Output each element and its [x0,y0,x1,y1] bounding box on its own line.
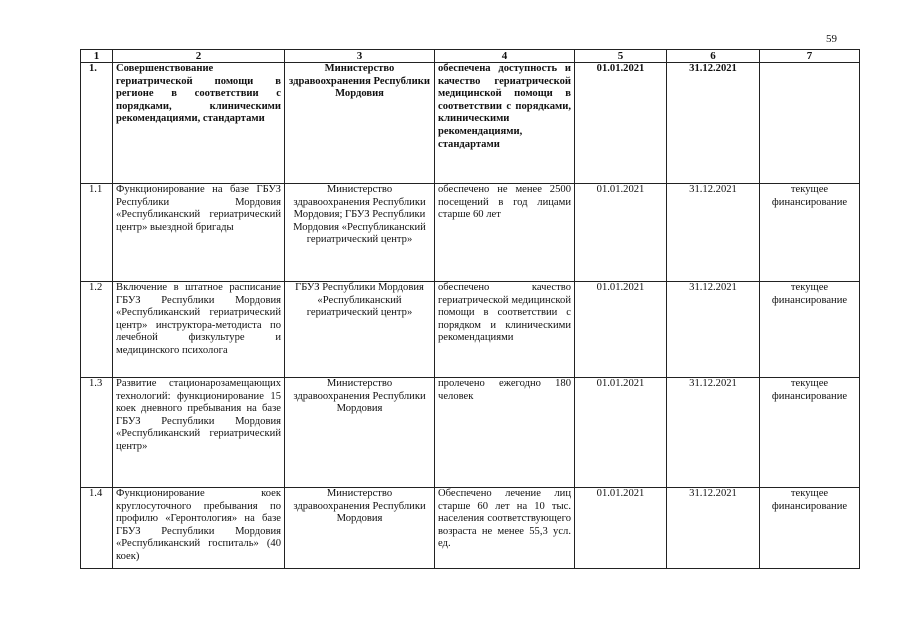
table-row [81,63,860,184]
result-cell: пролечено ежегодно 180 человек [435,378,575,488]
start-date-cell: 01.01.2021 [575,378,667,488]
column-header: 2 [113,50,285,63]
activity-cell: Функционирование на базе ГБУЗ Республики Мордовия «Республиканский гериатрический центр» выездной бригады [113,184,285,282]
table-row [81,378,860,488]
activity-cell: Совершенствование гериатрической помощи в регионе в соответствии с порядками, клиническими рекомендациями, стандартами [113,63,285,184]
end-date-cell: 31.12.2021 [667,184,760,282]
column-header: 7 [760,50,860,63]
executor-cell: Министерство здравоохранения Республики Мордовия; ГБУЗ Республики Мордовия «Республиканский гериатрический центр» [285,184,435,282]
table-row [81,282,860,378]
header-row [81,50,860,63]
start-date-cell: 01.01.2021 [575,184,667,282]
end-date-cell: 31.12.2021 [667,63,760,184]
end-date-cell: 31.12.2021 [667,378,760,488]
activity-cell: Функционирование коек круглосуточного пребывания по профилю «Геронтология» на базе ГБУЗ Республики Мордовия «Республиканский госпиталь» (40 коек) [113,488,285,569]
funding-cell [760,63,860,184]
activity-cell: Включение в штатное расписание ГБУЗ Республики Мордовия «Республиканский гериатрический центр» инструктора-методиста по лечебной физкультуре и медицинского психолога [113,282,285,378]
executor-cell: Министерство здравоохранения Республики Мордовия [285,488,435,569]
activity-cell: Развитие стационарозамещающих технологий: функционирование 15 коек дневного пребывания на базе ГБУЗ Республики Мордовия «Республиканский гериатрический центр» [113,378,285,488]
result-cell: обеспечено качество гериатрической медицинской помощи в соответствии с порядком и клиническими рекомендациями [435,282,575,378]
table-row [81,488,860,569]
result-cell: обеспечено не менее 2500 посещений в год лицами старше 60 лет [435,184,575,282]
row-number: 1.4 [81,488,113,569]
row-number: 1. [81,63,113,184]
funding-cell: текущее финансирование [760,282,860,378]
result-cell: обеспечена доступность и качество гериатрической медицинской помощи в соответствии с порядками, клиническими рекомендациями, стандартами [435,63,575,184]
column-header: 3 [285,50,435,63]
column-header: 5 [575,50,667,63]
column-header: 1 [81,50,113,63]
funding-cell: текущее финансирование [760,184,860,282]
result-cell: Обеспечено лечение лиц старше 60 лет на 10 тыс. населения соответствующего возраста не менее 55,3 усл. ед. [435,488,575,569]
start-date-cell: 01.01.2021 [575,282,667,378]
end-date-cell: 31.12.2021 [667,488,760,569]
column-header: 4 [435,50,575,63]
start-date-cell: 01.01.2021 [575,488,667,569]
table-row [81,184,860,282]
row-number: 1.1 [81,184,113,282]
executor-cell: ГБУЗ Республики Мордовия «Республиканский гериатрический центр» [285,282,435,378]
column-header: 6 [667,50,760,63]
funding-cell: текущее финансирование [760,488,860,569]
end-date-cell: 31.12.2021 [667,282,760,378]
start-date-cell: 01.01.2021 [575,63,667,184]
row-number: 1.3 [81,378,113,488]
funding-cell: текущее финансирование [760,378,860,488]
activities-table [80,49,860,569]
executor-cell: Министерство здравоохранения Республики Мордовия [285,378,435,488]
executor-cell: Министерство здравоохранения Республики Мордовия [285,63,435,184]
row-number: 1.2 [81,282,113,378]
page-number: 59 [826,33,837,45]
